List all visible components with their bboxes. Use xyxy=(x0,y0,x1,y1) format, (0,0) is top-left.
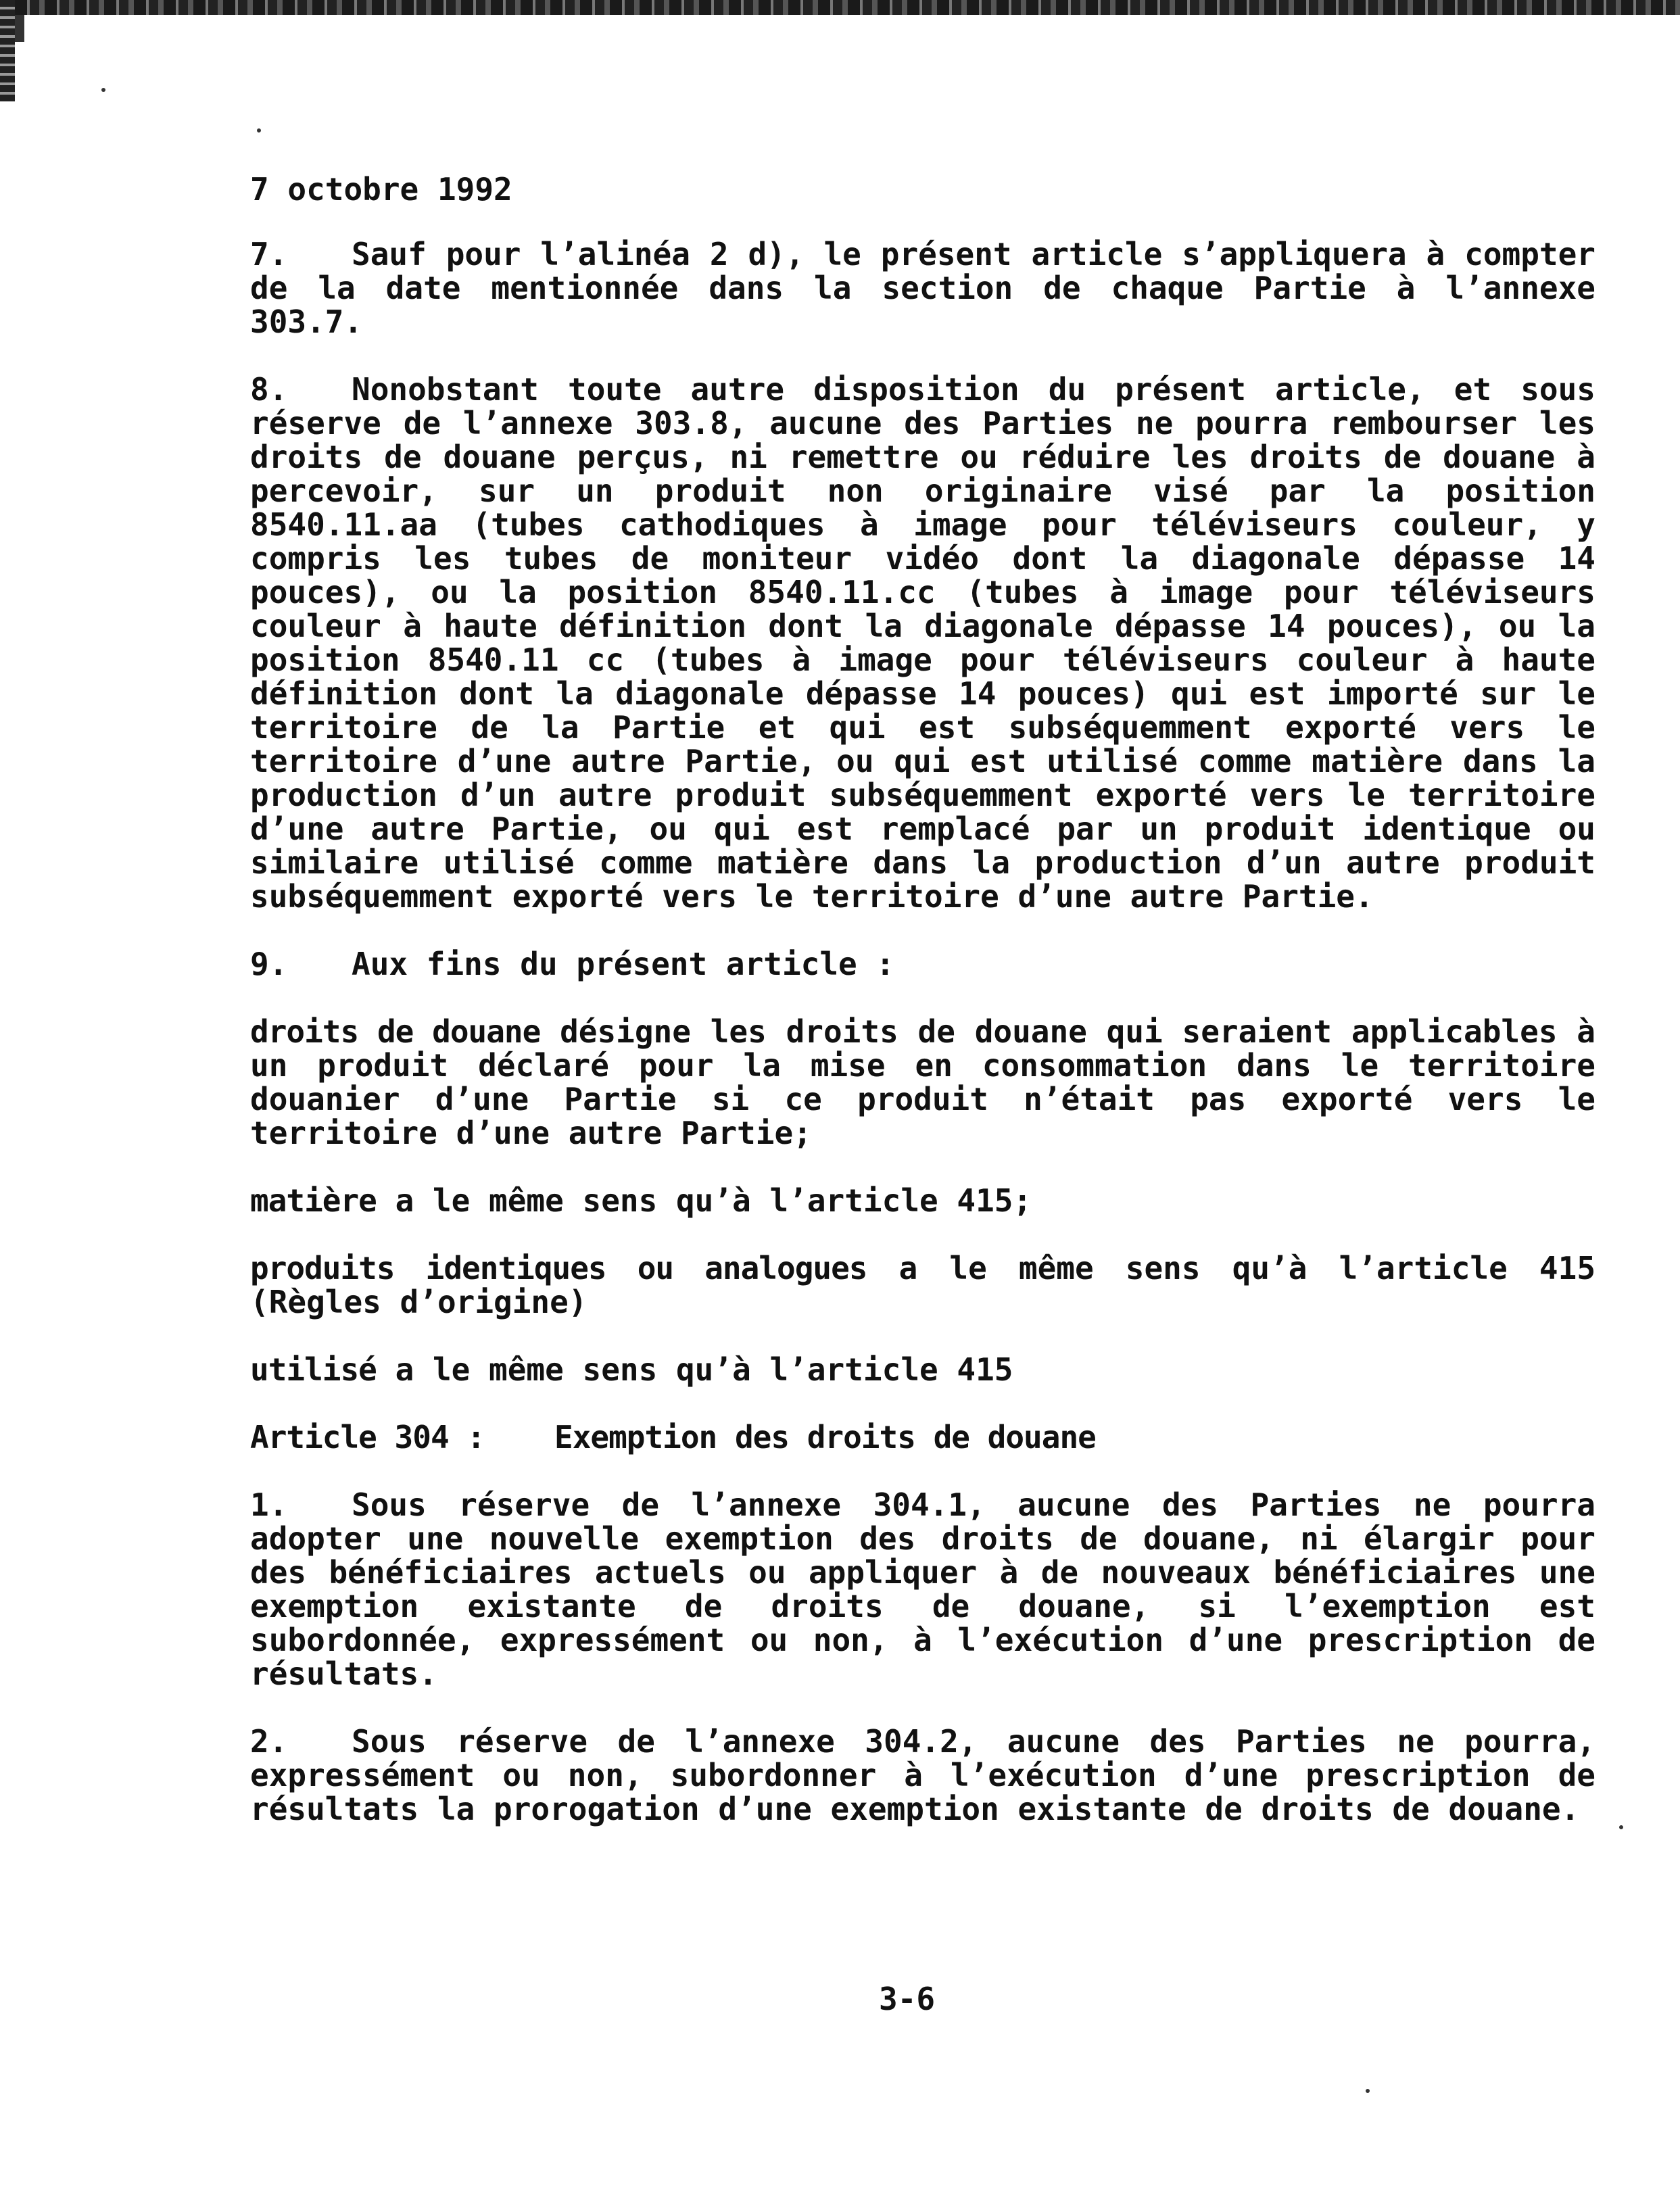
paragraph-text: Sous réserve de l’annexe 304.2, aucune des Parties ne pourra, expressément ou non, subordonner à l’exécution d’une prescription de résultats la prorogation d’une exemption existante de droits de douane. xyxy=(250,1723,1595,1827)
article-label: Article 304 : xyxy=(250,1419,485,1455)
page-number: 3-6 xyxy=(879,1981,936,2017)
scan-speck xyxy=(1619,1825,1623,1829)
paragraph-number: 9. xyxy=(250,946,288,982)
paragraph-text: Nonobstant toute autre disposition du présent article, et sous réserve de l’annexe 303.8, aucune des Parties ne pourra rembourser les droits de douane perçus, ni remettre ou réduire les droits de douane à percevoir, sur un produit non originaire visé par la position 8540.11.aa (tubes cathodiques à image pour téléviseurs couleur, y compris les tubes de moniteur vidéo dont la diagonale dépasse 14 pouces), ou la position 8540.11.cc (tubes à image pour téléviseurs couleur à haute définition dont la diagonale dépasse 14 pouces), ou la position 8540.11 cc (tubes à image pour téléviseurs couleur à haute définition dont la diagonale dépasse 14 pouces) qui est importé sur le territoire de la Partie et qui est subséquemment exporté vers le territoire d’une autre Partie, ou qui est utilisé comme matière dans la production d’un autre produit subséquemment exporté vers le territoire d’une autre Partie, ou qui est remplacé par un produit identique ou similaire utilisé comme matière dans la production d’un autre produit subséquemment exporté vers le territoire d’une autre Partie. xyxy=(250,371,1595,915)
definition-utilise xyxy=(250,1353,1595,1386)
definition-text: a le même sens qu’à l’article 415 xyxy=(376,1351,1013,1388)
definition-term: produits identiques ou analogues xyxy=(250,1250,867,1286)
paragraph-8 xyxy=(250,372,1595,913)
document-body xyxy=(250,172,1595,1860)
article-heading xyxy=(250,1420,1595,1454)
article-paragraph-1 xyxy=(250,1488,1595,1691)
paragraph-text: Aux fins du présent article : xyxy=(352,946,895,982)
definition-matiere xyxy=(250,1184,1595,1217)
definition-text: a le même sens qu’à l’article 415; xyxy=(376,1182,1032,1219)
scan-speck xyxy=(1366,2089,1370,2093)
definition-term: matière xyxy=(250,1182,377,1219)
paragraph-number: 7. xyxy=(250,236,288,272)
paragraph-text: Sauf pour l’alinéa 2 d), le présent article s’appliquera à compter de la date mentionnée dans la section de chaque Partie à l’annexe 303.7. xyxy=(250,236,1595,340)
definition-text: désigne les droits de douane qui seraient applicables à un produit déclaré pour la mise en consommation dans le territoire douanier d’une Partie si ce produit n’était pas exporté vers le territoire d’une autre Partie; xyxy=(250,1013,1595,1151)
article-title: Exemption des droits de douane xyxy=(554,1419,1096,1455)
definition-term: droits de douane xyxy=(250,1013,541,1050)
paragraph-9 xyxy=(250,947,1595,981)
paragraph-number: 1. xyxy=(250,1487,288,1523)
article-paragraph-2 xyxy=(250,1724,1595,1826)
paragraph-7 xyxy=(250,237,1595,339)
scan-speck xyxy=(101,88,105,92)
document-date: 7 octobre 1992 xyxy=(250,171,512,208)
paragraph-number: 8. xyxy=(250,371,288,408)
definition-produits-identiques xyxy=(250,1251,1595,1319)
definition-term: utilisé xyxy=(250,1351,377,1388)
scan-corner-mark xyxy=(15,15,24,42)
definition-text: a le même sens qu’à l’article 415 (Règles d’origine) xyxy=(250,1250,1596,1320)
scan-speck xyxy=(257,128,261,132)
paragraph-text: Sous réserve de l’annexe 304.1, aucune des Parties ne pourra adopter une nouvelle exemption des droits de douane, ni élargir pour des bénéficiaires actuels ou appliquer à de nouveaux bénéficiaires une exemption existante de droits de douane, si l’exemption est subordonnée, expressément ou non, à l’exécution d’une prescription de résultats. xyxy=(250,1487,1595,1692)
definition-droits-de-douane xyxy=(250,1015,1595,1150)
scan-edge-top xyxy=(0,0,1680,15)
paragraph-number: 2. xyxy=(250,1723,288,1760)
scan-edge-left xyxy=(0,0,15,101)
